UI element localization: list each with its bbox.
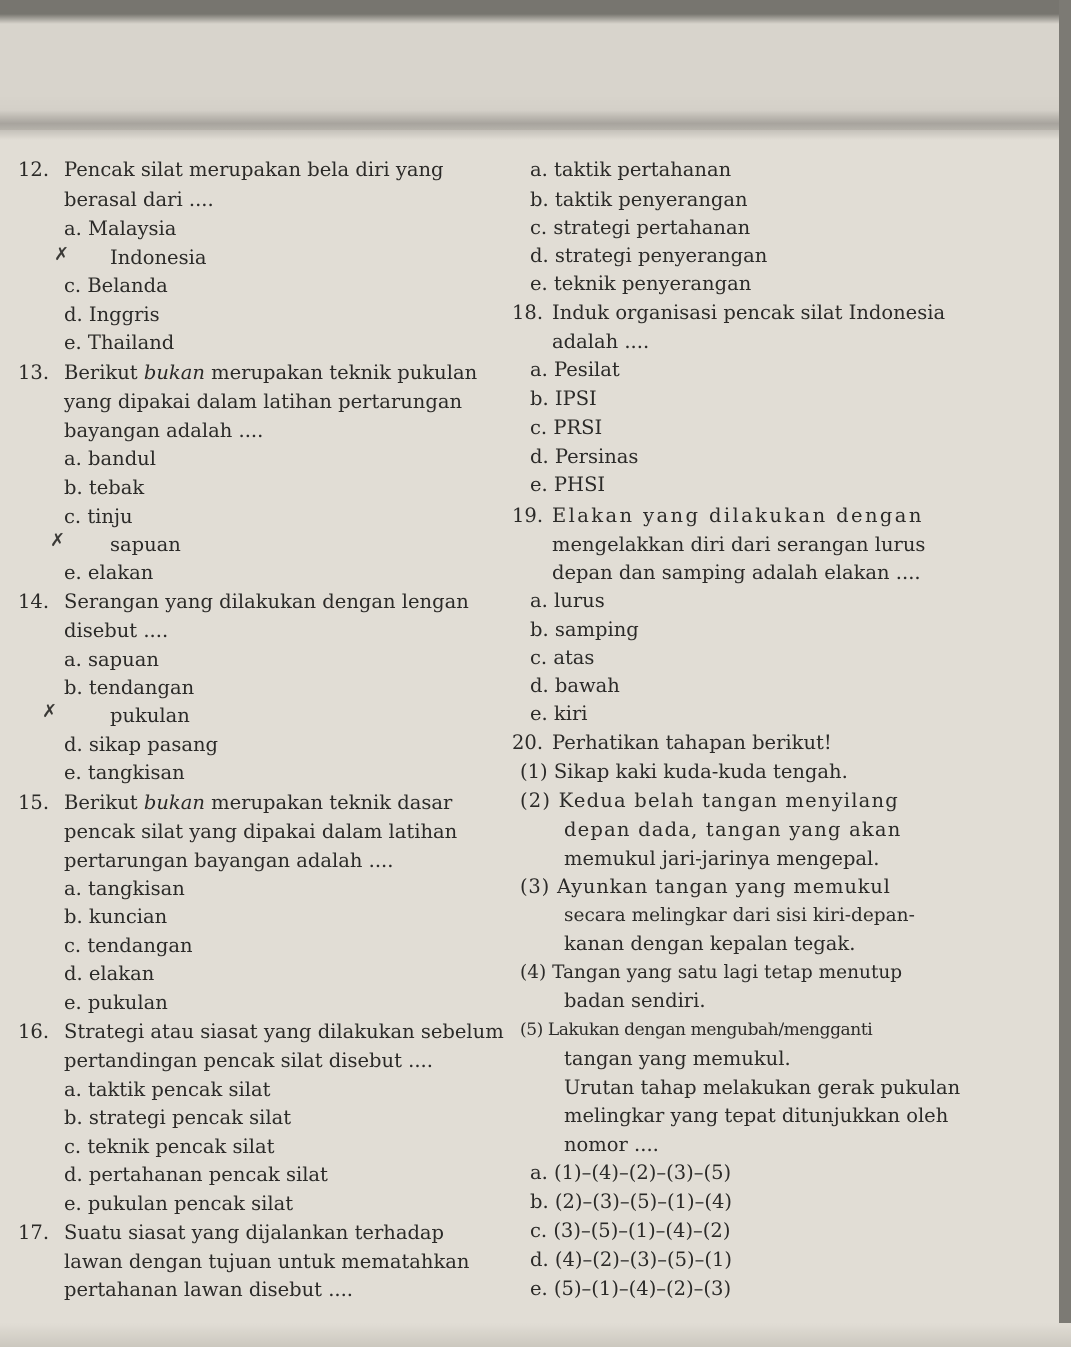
page-bottom-edge [0, 1323, 1071, 1347]
question-18-number: 18. [512, 301, 544, 324]
fold-shadow [0, 110, 1071, 140]
question-19-option: d. bawah [530, 674, 620, 697]
answer-cross-mark: ✗ [42, 701, 58, 722]
question-19-number: 19. [512, 504, 544, 527]
question-16-option: e. pukulan pencak silat [64, 1192, 294, 1215]
question-13-option: e. elakan [64, 561, 154, 584]
question-16-option: a. taktik pencak silat [64, 1078, 271, 1101]
question-16-option: d. pertahanan pencak silat [64, 1163, 328, 1186]
question-16-text-line-1: Strategi atau siasat yang dilakukan sebelum [64, 1020, 504, 1043]
question-17-option: a. taktik pertahanan [530, 158, 732, 181]
answer-cross-mark: ✗ [54, 244, 70, 265]
question-17-text-line-2: lawan dengan tujuan untuk mematahkan [64, 1250, 470, 1273]
question-20-question-line-1: Urutan tahap melakukan gerak pukulan [564, 1076, 961, 1099]
question-20-option: c. (3)–(5)–(1)–(4)–(2) [530, 1219, 731, 1242]
question-17-option: b. taktik penyerangan [530, 188, 748, 211]
question-20-step: (5) Lakukan dengan mengubah/mengganti [520, 1020, 873, 1040]
answer-cross-mark: ✗ [50, 530, 66, 551]
question-20-number: 20. [512, 731, 544, 754]
question-15-option: b. kuncian [64, 905, 168, 928]
question-20-step: (4) Tangan yang satu lagi tetap menutup [520, 962, 903, 983]
question-20-step-cont: secara melingkar dari sisi kiri-depan- [564, 905, 915, 926]
question-20-step: (3) Ayunkan tangan yang memukul [520, 875, 891, 898]
question-12-option: d. Inggris [64, 303, 160, 326]
question-15-option: a. tangkisan [64, 877, 185, 900]
question-18-option: c. PRSI [530, 416, 603, 439]
question-15-text-line-2: pencak silat yang dipakai dalam latihan [64, 820, 458, 843]
question-19-option: e. kiri [530, 702, 588, 725]
question-12-text-line-2: berasal dari .... [64, 188, 214, 211]
question-18-text-line-2: adalah .... [552, 330, 650, 353]
question-13-option: c. tinju [64, 505, 133, 528]
question-13-option: a. bandul [64, 447, 156, 470]
question-20-option: b. (2)–(3)–(5)–(1)–(4) [530, 1190, 732, 1213]
question-15-option: e. pukulan [64, 991, 168, 1014]
question-20-option: e. (5)–(1)–(4)–(2)–(3) [530, 1277, 732, 1300]
question-13-number: 13. [18, 361, 50, 384]
question-20-question-line-2: melingkar yang tepat ditunjukkan oleh [564, 1104, 949, 1127]
question-14-option: a. sapuan [64, 648, 159, 671]
question-17-text-line-3: pertahanan lawan disebut .... [64, 1278, 354, 1301]
question-14-option: d. sikap pasang [64, 733, 219, 756]
question-15-option: c. tendangan [64, 934, 193, 957]
question-19-text-line-2: mengelakkan diri dari serangan lurus [552, 533, 926, 556]
question-20-step-cont: depan dada, tangan yang akan [564, 818, 902, 841]
question-20-step-cont: kanan dengan kepalan tegak. [564, 932, 856, 955]
question-17-number: 17. [18, 1221, 50, 1244]
question-15-option: d. elakan [64, 962, 155, 985]
question-20-step: (2) Kedua belah tangan menyilang [520, 789, 899, 812]
question-20-step-cont: badan sendiri. [564, 989, 706, 1012]
question-18-option: d. Persinas [530, 445, 639, 468]
question-12-option: c. Belanda [64, 274, 168, 297]
question-19-option: b. samping [530, 618, 639, 641]
question-19-option: c. atas [530, 646, 595, 669]
question-14-text-line-1: Serangan yang dilakukan dengan lengan [64, 590, 469, 613]
question-12-option: Indonesia [110, 246, 207, 269]
question-14-option: b. tendangan [64, 676, 195, 699]
question-16-option: c. teknik pencak silat [64, 1135, 275, 1158]
page-right-edge [1059, 0, 1071, 1347]
question-17-option: d. strategi penyerangan [530, 244, 768, 267]
question-15-text-line-1: Berikut bukan merupakan teknik dasar [64, 791, 453, 814]
question-18-option: b. IPSI [530, 387, 597, 410]
question-18-text-line-1: Induk organisasi pencak silat Indonesia [552, 301, 946, 324]
question-12-option: a. Malaysia [64, 217, 177, 240]
question-16-option: b. strategi pencak silat [64, 1106, 292, 1129]
question-18-option: e. PHSI [530, 473, 606, 496]
question-20-step: (1) Sikap kaki kuda-kuda tengah. [520, 760, 848, 783]
question-12-text-line-1: Pencak silat merupakan bela diri yang [64, 158, 444, 181]
question-14-number: 14. [18, 590, 50, 613]
question-20-option: a. (1)–(4)–(2)–(3)–(5) [530, 1161, 732, 1184]
question-19-text-line-1: Elakan yang dilakukan dengan [552, 504, 924, 527]
question-20-question-line-3: nomor .... [564, 1133, 659, 1156]
question-17-option: c. strategi pertahanan [530, 216, 751, 239]
question-20-step-cont: memukul jari-jarinya mengepal. [564, 847, 880, 870]
question-14-text-line-2: disebut .... [64, 619, 169, 642]
question-16-text-line-2: pertandingan pencak silat disebut .... [64, 1049, 433, 1072]
question-13-option: b. tebak [64, 476, 145, 499]
question-15-text-line-3: pertarungan bayangan adalah .... [64, 849, 394, 872]
question-13-text-line-1: Berikut bukan merupakan teknik pukulan [64, 361, 478, 384]
question-13-text-line-2: yang dipakai dalam latihan pertarungan [64, 390, 463, 413]
question-19-option: a. lurus [530, 589, 605, 612]
question-20-step-cont: tangan yang memukul. [564, 1047, 791, 1070]
question-12-option: e. Thailand [64, 331, 175, 354]
question-14-option: pukulan [110, 704, 190, 727]
question-19-text-line-3: depan dan samping adalah elakan .... [552, 561, 921, 584]
question-20-intro: Perhatikan tahapan berikut! [552, 731, 832, 754]
question-15-number: 15. [18, 791, 50, 814]
question-13-text-line-3: bayangan adalah .... [64, 419, 264, 442]
question-18-option: a. Pesilat [530, 358, 620, 381]
question-12-number: 12. [18, 158, 50, 181]
question-14-option: e. tangkisan [64, 761, 185, 784]
question-17-text-line-1: Suatu siasat yang dijalankan terhadap [64, 1221, 445, 1244]
question-20-option: d. (4)–(2)–(3)–(5)–(1) [530, 1248, 732, 1271]
question-16-number: 16. [18, 1020, 50, 1043]
question-13-option: sapuan [110, 533, 181, 556]
question-17-option: e. teknik penyerangan [530, 272, 752, 295]
